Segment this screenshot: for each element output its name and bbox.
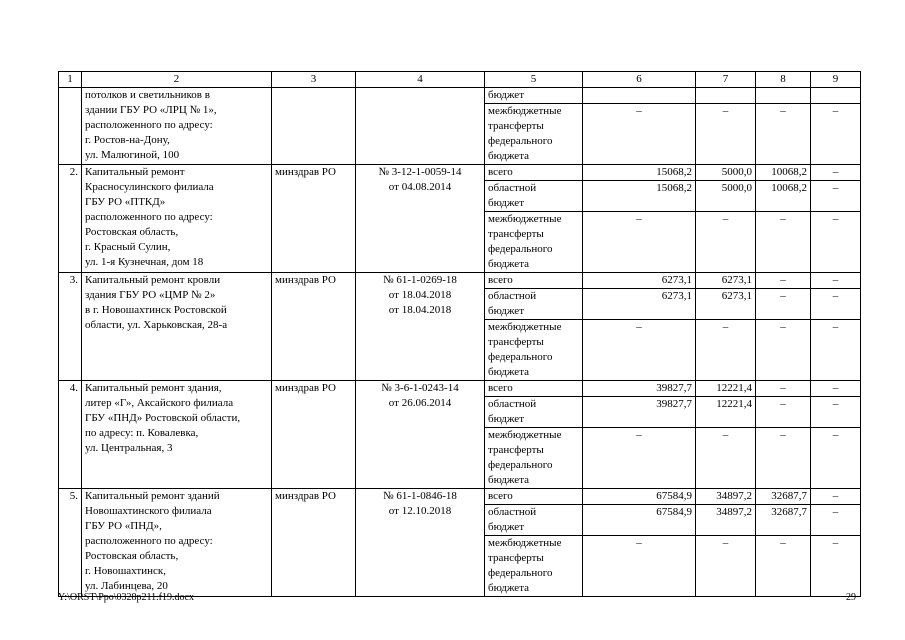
value-cell	[811, 88, 861, 104]
funding-source: всего	[485, 165, 583, 181]
value-cell: –	[811, 320, 861, 381]
value-cell: –	[811, 381, 861, 397]
funding-source: бюджет	[485, 88, 583, 104]
header-cell: 2	[82, 72, 272, 88]
value-cell: –	[811, 428, 861, 489]
value-cell: –	[811, 489, 861, 505]
value-cell: 15068,2	[583, 181, 696, 212]
value-cell: –	[583, 320, 696, 381]
funding-source: межбюджетные трансферты федерального бюджета	[485, 428, 583, 489]
value-cell	[756, 88, 811, 104]
value-cell: –	[756, 428, 811, 489]
value-cell: 5000,0	[696, 181, 756, 212]
value-cell: –	[811, 397, 861, 428]
object-name: Капитальный ремонт кровли здания ГБУ РО «ЦМР № 2» в г. Новошахтинск Ростовской области, ул. Харьковская, 28-а	[82, 273, 272, 381]
budget-table	[58, 71, 861, 597]
funding-source: межбюджетные трансферты федерального бюджета	[485, 104, 583, 165]
value-cell: 6273,1	[696, 273, 756, 289]
header-cell: 7	[696, 72, 756, 88]
funding-source: межбюджетные трансферты федерального бюджета	[485, 536, 583, 597]
value-cell: 67584,9	[583, 505, 696, 536]
value-cell: –	[583, 428, 696, 489]
value-cell: 10068,2	[756, 181, 811, 212]
funding-source: всего	[485, 381, 583, 397]
funding-source: межбюджетные трансферты федерального бюджета	[485, 212, 583, 273]
object-name: Капитальный ремонт здания, литер «Г», Аксайского филиала ГБУ «ПНД» Ростовской области, по адресу: п. Ковалевка, ул. Центральная, 3	[82, 381, 272, 489]
value-cell: –	[696, 212, 756, 273]
value-cell: –	[583, 536, 696, 597]
row-number: 4.	[59, 381, 82, 489]
department: минздрав РО	[272, 381, 356, 489]
value-cell: –	[756, 381, 811, 397]
table-row	[59, 489, 861, 505]
value-cell: 12221,4	[696, 397, 756, 428]
value-cell	[583, 88, 696, 104]
funding-source: областной бюджет	[485, 181, 583, 212]
value-cell: 12221,4	[696, 381, 756, 397]
object-name: Капитальный ремонт зданий Новошахтинского филиала ГБУ РО «ПНД», расположенного по адресу: Ростовская область, г. Новошахтинск, ул. Лабинцева, 20	[82, 489, 272, 597]
value-cell: –	[696, 104, 756, 165]
value-cell: 10068,2	[756, 165, 811, 181]
funding-source: областной бюджет	[485, 505, 583, 536]
header-cell: 5	[485, 72, 583, 88]
value-cell: –	[696, 536, 756, 597]
object-name: потолков и светильников в здании ГБУ РО «ЛРЦ № 1», расположенного по адресу: г. Ростов-на-Дону, ул. Малюгиной, 100	[82, 88, 272, 165]
document: № 3-6-1-0243-14 от 26.06.2014	[356, 381, 485, 489]
value-cell: –	[696, 320, 756, 381]
table-row	[59, 165, 861, 181]
value-cell: 32687,7	[756, 489, 811, 505]
header-row	[59, 72, 861, 88]
header-cell: 3	[272, 72, 356, 88]
header-cell: 4	[356, 72, 485, 88]
page-number: 29	[846, 592, 856, 603]
header-cell: 6	[583, 72, 696, 88]
funding-source: областной бюджет	[485, 397, 583, 428]
value-cell: –	[811, 165, 861, 181]
funding-source: всего	[485, 273, 583, 289]
table-row	[59, 273, 861, 289]
value-cell: –	[583, 212, 696, 273]
header-cell: 9	[811, 72, 861, 88]
header-cell: 1	[59, 72, 82, 88]
value-cell: –	[756, 273, 811, 289]
file-path: Y:\ORST\Ppo\0328p211.f19.docx	[58, 592, 194, 603]
funding-source: всего	[485, 489, 583, 505]
value-cell: 6273,1	[696, 289, 756, 320]
table-row	[59, 88, 861, 104]
value-cell: 6273,1	[583, 289, 696, 320]
value-cell: –	[756, 320, 811, 381]
value-cell: –	[811, 505, 861, 536]
value-cell: –	[756, 212, 811, 273]
funding-source: межбюджетные трансферты федерального бюджета	[485, 320, 583, 381]
value-cell: –	[696, 428, 756, 489]
document: № 3-12-1-0059-14 от 04.08.2014	[356, 165, 485, 273]
department: минздрав РО	[272, 165, 356, 273]
value-cell: 15068,2	[583, 165, 696, 181]
value-cell: 67584,9	[583, 489, 696, 505]
value-cell: –	[756, 397, 811, 428]
header-cell: 8	[756, 72, 811, 88]
funding-source: областной бюджет	[485, 289, 583, 320]
value-cell: –	[811, 104, 861, 165]
value-cell: 39827,7	[583, 397, 696, 428]
row-number: 3.	[59, 273, 82, 381]
object-name: Капитальный ремонт Красносулинского филиала ГБУ РО «ПТКД» расположенного по адресу: Ростовская область, г. Красный Сулин, ул. 1-я Кузнечная, дом 18	[82, 165, 272, 273]
department: минздрав РО	[272, 489, 356, 597]
row-number: 2.	[59, 165, 82, 273]
value-cell: 5000,0	[696, 165, 756, 181]
value-cell: –	[583, 104, 696, 165]
document: № 61-1-0846-18 от 12.10.2018	[356, 489, 485, 597]
value-cell: 39827,7	[583, 381, 696, 397]
value-cell: –	[811, 536, 861, 597]
value-cell: 34897,2	[696, 505, 756, 536]
department	[272, 88, 356, 165]
value-cell: –	[811, 212, 861, 273]
value-cell	[696, 88, 756, 104]
value-cell: –	[811, 289, 861, 320]
value-cell: –	[811, 273, 861, 289]
table-row	[59, 381, 861, 397]
value-cell: –	[811, 181, 861, 212]
value-cell: –	[756, 289, 811, 320]
value-cell: –	[756, 104, 811, 165]
document	[356, 88, 485, 165]
row-number: 5.	[59, 489, 82, 597]
value-cell: 32687,7	[756, 505, 811, 536]
value-cell: –	[756, 536, 811, 597]
department: минздрав РО	[272, 273, 356, 381]
document: № 61-1-0269-18 от 18.04.2018 от 18.04.2018	[356, 273, 485, 381]
value-cell: 34897,2	[696, 489, 756, 505]
value-cell: 6273,1	[583, 273, 696, 289]
row-number	[59, 88, 82, 165]
